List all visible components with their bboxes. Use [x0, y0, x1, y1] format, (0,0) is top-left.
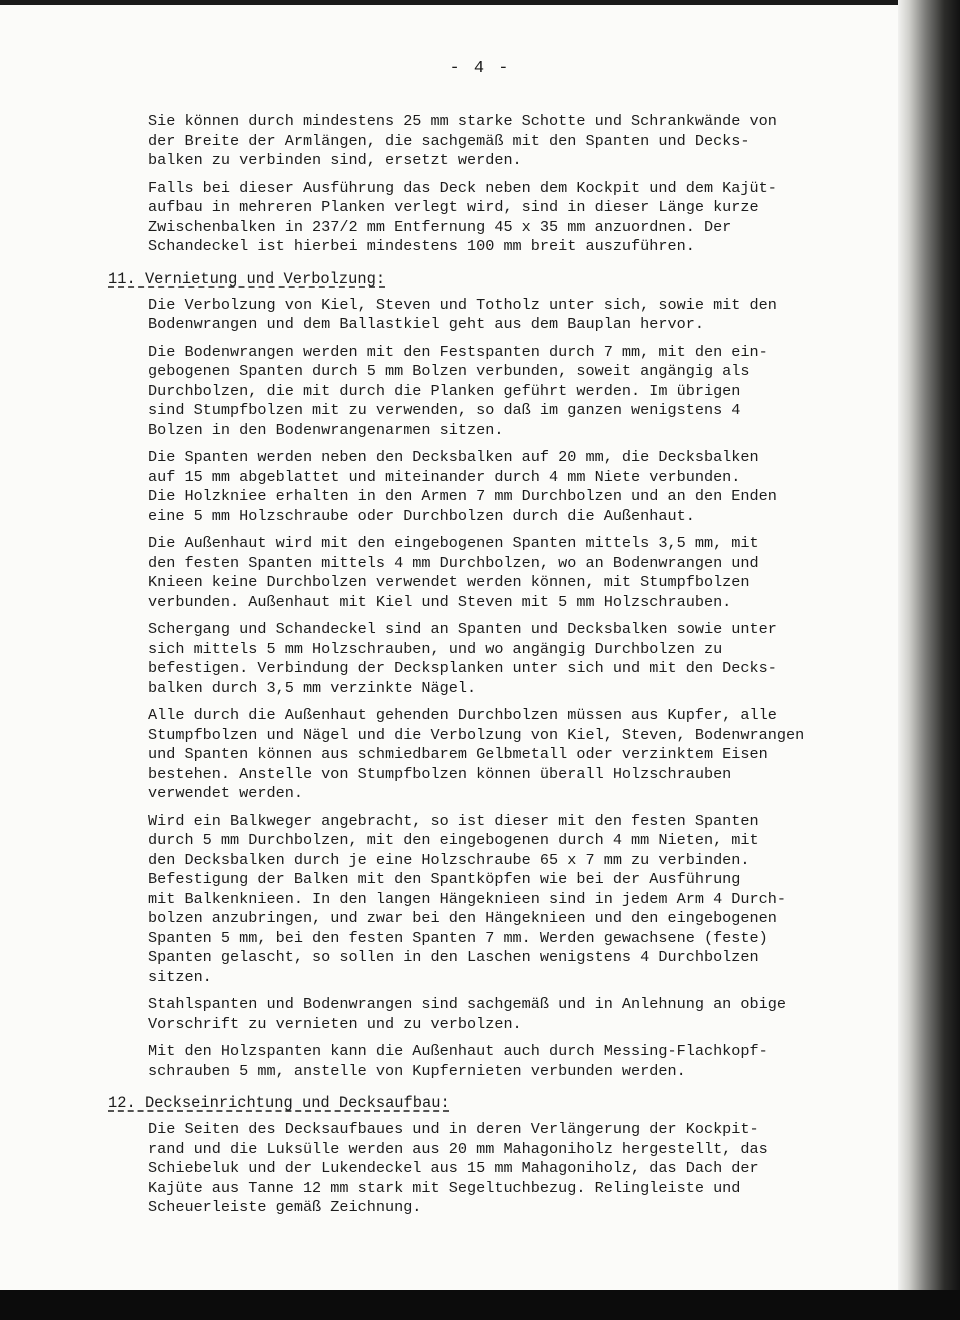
text-line: Spanten gelascht, so sollen in den Laschen wenigstens 4 Durchbolzen [148, 948, 759, 966]
text-line: der Breite der Armlängen, die sachgemäß mit den Spanten und Decks- [148, 131, 750, 150]
text-line: sich mittels 5 mm Holzschrauben, und wo angängig Durchbolzen zu [148, 639, 723, 658]
paragraph [148, 534, 893, 612]
text-line: durch 5 mm Durchbolzen, mit den eingebogenen durch 4 mm Nieten, mit [148, 831, 759, 849]
paragraph [148, 706, 893, 804]
paragraph [148, 296, 893, 335]
paragraph [148, 1042, 893, 1081]
text-line: verbunden. Außenhaut mit Kiel und Steven mit 5 mm Holzschrauben. [148, 592, 732, 611]
text-line: Vorschrift zu vernieten und zu verbolzen. [148, 1014, 522, 1033]
paragraph [148, 620, 893, 698]
paragraph [148, 812, 893, 988]
scan-right-edge-shadow [898, 0, 960, 1290]
text-line: sind Stumpfbolzen mit zu verwenden, so daß im ganzen wenigstens 4 [148, 401, 741, 419]
text-line: Wird ein Balkweger angebracht, so ist dieser mit den festen Spanten [148, 811, 759, 830]
text-line: balken durch 3,5 mm verzinkte Nägel. [148, 678, 477, 697]
text-line: bestehen. Anstelle von Stumpfbolzen können überall Holzschrauben [148, 764, 732, 783]
text-line: sitzen. [148, 967, 212, 986]
text-line: balken zu verbinden sind, ersetzt werden. [148, 151, 522, 169]
text-line: Schandeckel ist hierbei mindestens 100 mm breit auszuführen. [148, 237, 695, 255]
text-line: Bolzen in den Bodenwrangenarmen sitzen. [148, 420, 504, 439]
text-line: auf 15 mm abgeblattet und miteinander durch 4 mm Niete verbunden. [148, 467, 741, 486]
text-line: Die Bodenwrangen werden mit den Festspanten durch 7 mm, mit den ein- [148, 342, 768, 361]
document-body [108, 112, 900, 1226]
section-heading: 11. Vernietung und Verbolzung: [108, 269, 386, 288]
text-line: Die Verbolzung von Kiel, Steven und Totholz unter sich, sowie mit den [148, 295, 777, 314]
text-line: mit Balkenknieen. In den langen Hängeknieen sind in jedem Arm 4 Durch- [148, 889, 786, 908]
text-line: Die Holzkniee erhalten in den Armen 7 mm Durchbolzen und an den Enden [148, 487, 777, 505]
text-line: Durchbolzen, die mit durch die Planken geführt werden. Im übrigen [148, 381, 741, 400]
text-line: Die Seiten des Decksaufbaues und in deren Verlängerung der Kockpit- [148, 1120, 759, 1138]
text-line: Spanten 5 mm, bei den festen Spanten 7 mm. Werden gewachsene (feste) [148, 928, 768, 947]
text-line: verwendet werden. [148, 784, 303, 802]
text-line: Befestigung der Balken mit den Spantköpfen wie bei der Ausführung [148, 870, 741, 888]
text-line: Alle durch die Außenhaut gehenden Durchbolzen müssen aus Kupfer, alle [148, 706, 777, 724]
text-line: und Spanten können aus schmiedbarem Gelbmetall oder verzinktem Eisen [148, 745, 768, 763]
scan-top-edge [0, 0, 960, 5]
text-line: Schergang und Schandeckel sind an Spanten und Decksbalken sowie unter [148, 620, 777, 638]
text-line: schrauben 5 mm, anstelle von Kupfernieten verbunden werden. [148, 1061, 686, 1080]
text-line: Die Spanten werden neben den Decksbalken auf 20 mm, die Decksbalken [148, 448, 759, 466]
text-line: Stumpfbolzen und Nägel und die Verbolzung von Kiel, Steven, Bodenwrangen [148, 725, 805, 744]
text-line: den Decksbalken durch je eine Holzschraube 65 x 7 mm zu verbinden. [148, 850, 750, 869]
paragraph [148, 343, 893, 441]
paragraph [148, 448, 893, 526]
text-line: gebogenen Spanten durch 5 mm Bolzen verbunden, soweit angängig als [148, 362, 750, 380]
text-line: Mit den Holzspanten kann die Außenhaut auch durch Messing-Flachkopf- [148, 1042, 768, 1060]
text-line: befestigen. Verbindung der Decksplanken unter sich und mit den Decks- [148, 659, 777, 677]
text-line: Scheuerleiste gemäß Zeichnung. [148, 1198, 422, 1216]
paragraph [148, 179, 893, 257]
text-line: Zwischenbalken in 237/2 mm Entfernung 45 x 35 mm anzuordnen. Der [148, 217, 732, 236]
text-line: Bodenwrangen und dem Ballastkiel geht aus dem Bauplan hervor. [148, 315, 704, 333]
text-line: eine 5 mm Holzschraube oder Durchbolzen durch die Außenhaut. [148, 506, 695, 525]
scan-bottom-edge [0, 1290, 960, 1320]
section-heading: 12. Deckseinrichtung und Decksaufbau: [108, 1094, 450, 1112]
text-line: Knieen keine Durchbolzen verwendet werden können, mit Stumpfbolzen [148, 573, 750, 591]
text-line: Sie können durch mindestens 25 mm starke Schotte und Schrankwände von [148, 112, 777, 130]
text-line: Stahlspanten und Bodenwrangen sind sachgemäß und in Anlehnung an obige [148, 995, 786, 1013]
text-line: Schiebeluk und der Lukendeckel aus 15 mm Mahagoniholz, das Dach der [148, 1159, 759, 1177]
page-number: - 4 - [449, 59, 511, 78]
text-line: Kajüte aus Tanne 12 mm stark mit Segeltuchbezug. Relingleiste und [148, 1178, 741, 1197]
text-line: aufbau in mehreren Planken verlegt wird, sind in dieser Länge kurze [148, 198, 759, 216]
paragraph [148, 995, 893, 1034]
text-line: Die Außenhaut wird mit den eingebogenen Spanten mittels 3,5 mm, mit [148, 534, 759, 552]
text-line: Falls bei dieser Ausführung das Deck neben dem Kockpit und dem Kajüt- [148, 178, 777, 197]
text-line: den festen Spanten mittels 4 mm Durchbolzen, wo an Bodenwrangen und [148, 553, 759, 572]
paragraph [148, 112, 893, 171]
text-line: rand und die Luksülle werden aus 20 mm Mahagoniholz hergestellt, das [148, 1139, 768, 1158]
paragraph [148, 1120, 893, 1218]
text-line: bolzen anzubringen, und zwar bei den Hängeknieen und den eingebogenen [148, 909, 777, 927]
